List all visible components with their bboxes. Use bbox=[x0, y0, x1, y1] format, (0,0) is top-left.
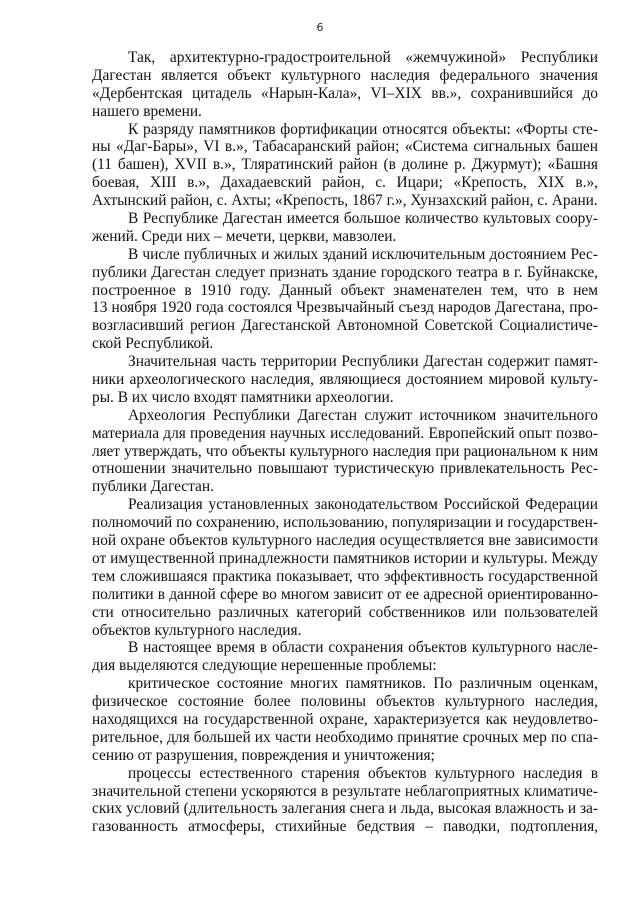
text-line: сти относительно различных категорий собственников или пользователей bbox=[92, 603, 598, 621]
text-line: процессы естественного старения объектов культурного наследия в bbox=[128, 764, 598, 782]
text-line: Археология Республики Дагестан служит источником значительного bbox=[128, 406, 598, 424]
text-line: В Республике Дагестан имеется большое количество культовых соору- bbox=[128, 210, 598, 228]
text-line: Дагестан является объект культурного наследия федерального значения bbox=[92, 66, 598, 84]
paragraph bbox=[92, 675, 598, 764]
text-line: дия выделяются следующие нерешенные проблемы: bbox=[92, 657, 437, 675]
text-line: «Дербентская цитадель «Нарын-Кала», VI–XIX вв.», сохранившийся до bbox=[92, 84, 598, 102]
text-line: материала для проведения научных исследований. Европейский опыт позво- bbox=[92, 424, 598, 442]
text-line: объектов культурного наследия. bbox=[92, 621, 302, 639]
paragraph bbox=[92, 246, 598, 353]
text-line: сению от разрушения, повреждения и уничтожения; bbox=[92, 746, 435, 764]
paragraph bbox=[92, 210, 598, 246]
text-line: Ахтынский район, с. Ахты; «Крепость, 1867 г.», Хунзахский район, с. Арани. bbox=[92, 192, 598, 210]
page-number: 6 bbox=[316, 21, 324, 34]
text-line: ских условий (длительность залегания снега и льда, высокая влажность и за- bbox=[92, 800, 598, 818]
text-line: от имущественной принадлежности памятников истории и культуры. Между bbox=[92, 549, 598, 567]
text-line: физическое состояние более половины объектов культурного наследия, bbox=[92, 693, 598, 711]
text-line: публики Дагестан следует признать здание городского театра в г. Буйнакске, bbox=[92, 263, 598, 281]
text-line: В настоящее время в области сохранения объектов культурного насле- bbox=[128, 639, 598, 657]
text-line: Значительная часть территории Республики Дагестан содержит памят- bbox=[128, 353, 598, 371]
text-line: Так, архитектурно-градостроительной «жемчужиной» Республики bbox=[128, 49, 598, 66]
text-line: ляет утверждать, что объекты культурного наследия при рациональном к ним bbox=[92, 442, 598, 460]
text-line: ры. В их число входят памятники археологии. bbox=[92, 388, 394, 406]
paragraph bbox=[92, 121, 598, 210]
text-line: газованность атмосферы, стихийные бедствия – паводки, подтопления, bbox=[92, 818, 598, 836]
text-line: (11 башен), XVII в.», Тляратинский район (в долине р. Джурмут); «Башня bbox=[92, 156, 598, 174]
text-line: построенное в 1910 году. Данный объект знаменателен тем, что в нем bbox=[92, 281, 598, 299]
text-line: значительной степени ускоряются в результате неблагоприятных климатиче- bbox=[92, 782, 598, 800]
paragraph bbox=[92, 639, 598, 675]
text-line: нашего времени. bbox=[92, 102, 202, 120]
text-line: жений. Среди них – мечети, церкви, мавзолеи. bbox=[92, 227, 397, 245]
text-line: ской Республикой. bbox=[92, 335, 214, 353]
text-line: ники археологического наследия, являющиеся достоянием мировой культу- bbox=[92, 371, 598, 389]
text-line: рительное, для большей их части необходимо принятие срочных мер по спа- bbox=[92, 728, 598, 746]
paragraph bbox=[92, 49, 598, 121]
text-line: боевая, XIII в.», Дахадаевский район, с. Ицари; «Крепость, XIX в.», bbox=[92, 174, 598, 192]
document-body bbox=[92, 49, 598, 836]
paragraph bbox=[92, 407, 598, 496]
text-line: отношении значительно повышают туристическую привлекательность Рес- bbox=[92, 460, 598, 478]
text-line: критическое состояние многих памятников. По различным оценкам, bbox=[128, 675, 598, 693]
text-line: К разряду памятников фортификации относятся объекты: «Форты сте- bbox=[128, 120, 598, 138]
text-line: ной охране объектов культурного наследия осуществляется вне зависимости bbox=[92, 532, 598, 550]
paragraph bbox=[92, 496, 598, 639]
text-line: возгласивший регион Дагестанской Автономной Советской Социалистиче- bbox=[92, 317, 598, 335]
text-line: ны «Даг-Бары», VI в.», Табасаранский район; «Система сигнальных башен bbox=[92, 138, 598, 156]
text-line: Реализация установленных законодательством Российской Федерации bbox=[128, 496, 598, 514]
text-line: 13 ноября 1920 года состоялся Чрезвычайный съезд народов Дагестана, про- bbox=[92, 299, 598, 317]
paragraph bbox=[92, 765, 598, 837]
text-line: находящихся на государственной охране, характеризуется как неудовлетво- bbox=[92, 710, 598, 728]
text-line: публики Дагестан. bbox=[92, 478, 214, 496]
paragraph bbox=[92, 353, 598, 407]
text-line: тем сложившаяся практика показывает, что эффективность государственной bbox=[92, 567, 598, 585]
text-line: полномочий по сохранению, использованию, популяризации и государствен- bbox=[92, 514, 598, 532]
text-line: В числе публичных и жилых зданий исключительным достоянием Рес- bbox=[128, 245, 598, 263]
text-line: политики в данной сфере во многом зависит от ее адресной ориентированно- bbox=[92, 585, 598, 603]
